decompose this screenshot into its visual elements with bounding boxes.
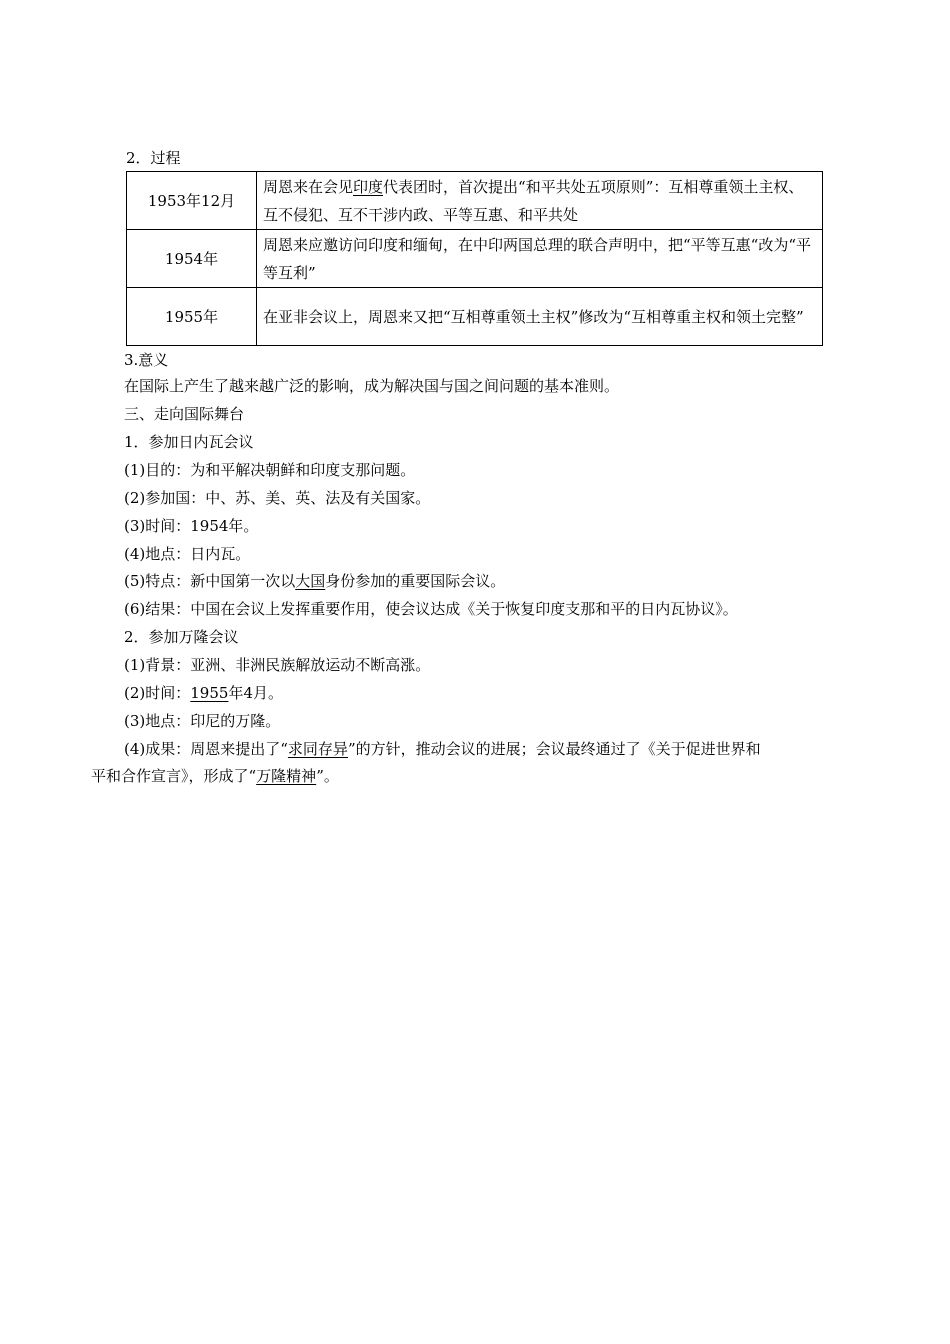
list-item: (1)背景：亚洲、非洲民族解放运动不断高涨。 <box>124 656 431 674</box>
table-row <box>127 230 823 288</box>
list-item-continuation: 平和合作宣言》，形成了“万隆精神”。 <box>91 767 339 785</box>
list-item: (3)地点：印尼的万隆。 <box>124 712 281 730</box>
significance-text: 在国际上产生了越来越广泛的影响，成为解决国与国之间问题的基本准则。 <box>124 377 620 395</box>
underlined-term: 万隆精神 <box>256 767 317 785</box>
table-cell-date: 1953年12月 <box>127 172 257 230</box>
process-heading: 2．过程 <box>126 149 181 167</box>
table-cell-date: 1955年 <box>127 288 257 346</box>
underlined-term: 求同存异 <box>287 740 348 758</box>
list-item: (3)时间：1954年。 <box>124 517 259 535</box>
bandung-heading: 2．参加万隆会议 <box>124 628 239 646</box>
part3-heading: 三、走向国际舞台 <box>124 405 245 423</box>
list-item: (2)时间：1955年4月。 <box>124 684 283 702</box>
list-item: (5)特点：新中国第一次以大国身份参加的重要国际会议。 <box>124 572 506 590</box>
process-table <box>126 171 823 346</box>
underlined-term: 大国 <box>295 572 326 590</box>
geneva-heading: 1．参加日内瓦会议 <box>124 433 254 451</box>
list-item: (4)地点：日内瓦。 <box>124 545 251 563</box>
underlined-term: 印度 <box>353 177 384 196</box>
table-row <box>127 288 823 346</box>
table-row <box>127 172 823 230</box>
list-item: (6)结果：中国在会议上发挥重要作用，使会议达成《关于恢复印度支那和平的日内瓦协议》。 <box>124 600 738 618</box>
list-item: (4)成果：周恩来提出了“求同存异”的方针，推动会议的进展；会议最终通过了《关于促进世界和 <box>124 740 761 758</box>
significance-heading: 3.意义 <box>124 351 169 369</box>
list-item: (1)目的：为和平解决朝鲜和印度支那问题。 <box>124 461 416 479</box>
list-item: (2)参加国：中、苏、美、英、法及有关国家。 <box>124 489 431 507</box>
table-cell-desc: 在亚非会议上，周恩来又把“互相尊重领土主权”修改为“互相尊重主权和领土完整” <box>257 288 823 346</box>
table-cell-desc: 周恩来在会见印度代表团时，首次提出“和平共处五项原则”：互相尊重领土主权、互不侵犯、互不干涉内政、平等互惠、和平共处 <box>257 172 823 230</box>
underlined-term: 1955 <box>190 684 229 702</box>
table-cell-date: 1954年 <box>127 230 257 288</box>
table-cell-desc: 周恩来应邀访问印度和缅甸，在中印两国总理的联合声明中，把“平等互惠“改为“平等互利” <box>257 230 823 288</box>
